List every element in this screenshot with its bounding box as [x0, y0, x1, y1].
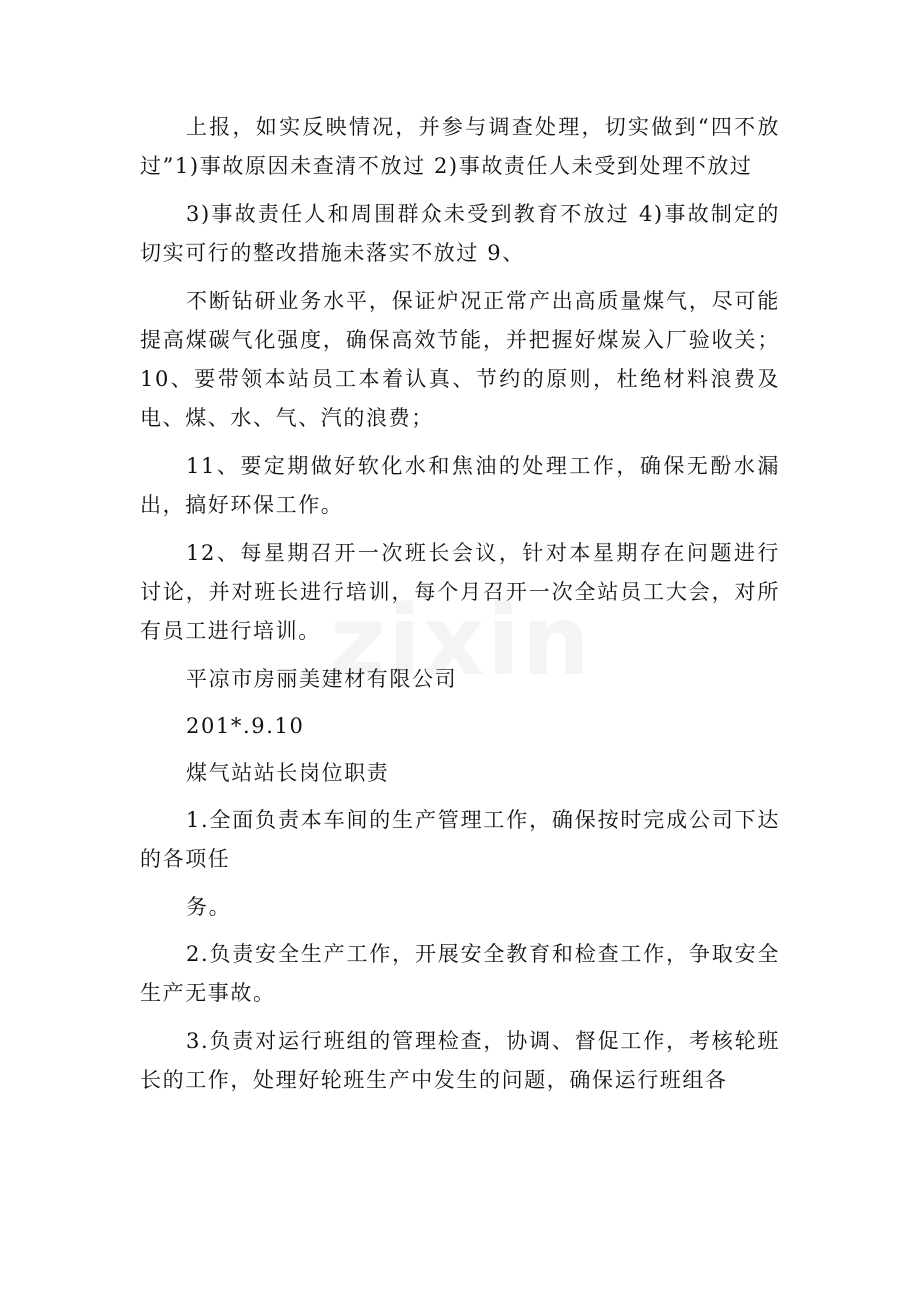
- paragraph: 2.负责安全生产工作，开展安全教育和检查工作，争取安全生产无事故。: [140, 942, 780, 1005]
- paragraph: 不断钻研业务水平，保证炉况正常产出高质量煤气，尽可能提高煤碳气化强度，确保高效节能，并把握好煤炭入厂验收关；10、要带领本站员工本着认真、节约的原则，杜绝材料浪费及电、煤、水、气、汽的浪费；: [140, 289, 780, 430]
- paragraph: 3.负责对运行班组的管理检查，协调、督促工作，考核轮班长的工作，处理好轮班生产中发生的问题，确保运行班组各: [140, 1029, 780, 1092]
- paragraph: 上报，如实反映情况，并参与调查处理，切实做到“四不放过”1)事故原因未查清不放过 2)事故责任人未受到处理不放过: [140, 115, 780, 178]
- paragraph: 3)事故责任人和周围群众未受到教育不放过 4)事故制定的切实可行的整改措施未落实不放过 9、: [140, 202, 780, 265]
- paragraph: 务。: [186, 895, 232, 919]
- section-title: 煤气站站长岗位职责: [186, 761, 390, 785]
- paragraph: 12、每星期召开一次班长会议，针对本星期存在问题进行讨论，并对班长进行培训，每个月召开一次全站员工大会，对所有员工进行培训。: [140, 541, 780, 643]
- document-body: [140, 108, 780, 1109]
- paragraph: 11、要定期做好软化水和焦油的处理工作，确保无酚水漏出，搞好环保工作。: [140, 454, 780, 517]
- paragraph: 1.全面负责本车间的生产管理工作，确保按时完成公司下达的各项任: [140, 808, 780, 871]
- document-date: 201*.9.10: [186, 714, 305, 738]
- company-name: 平凉市房丽美建材有限公司: [186, 667, 458, 691]
